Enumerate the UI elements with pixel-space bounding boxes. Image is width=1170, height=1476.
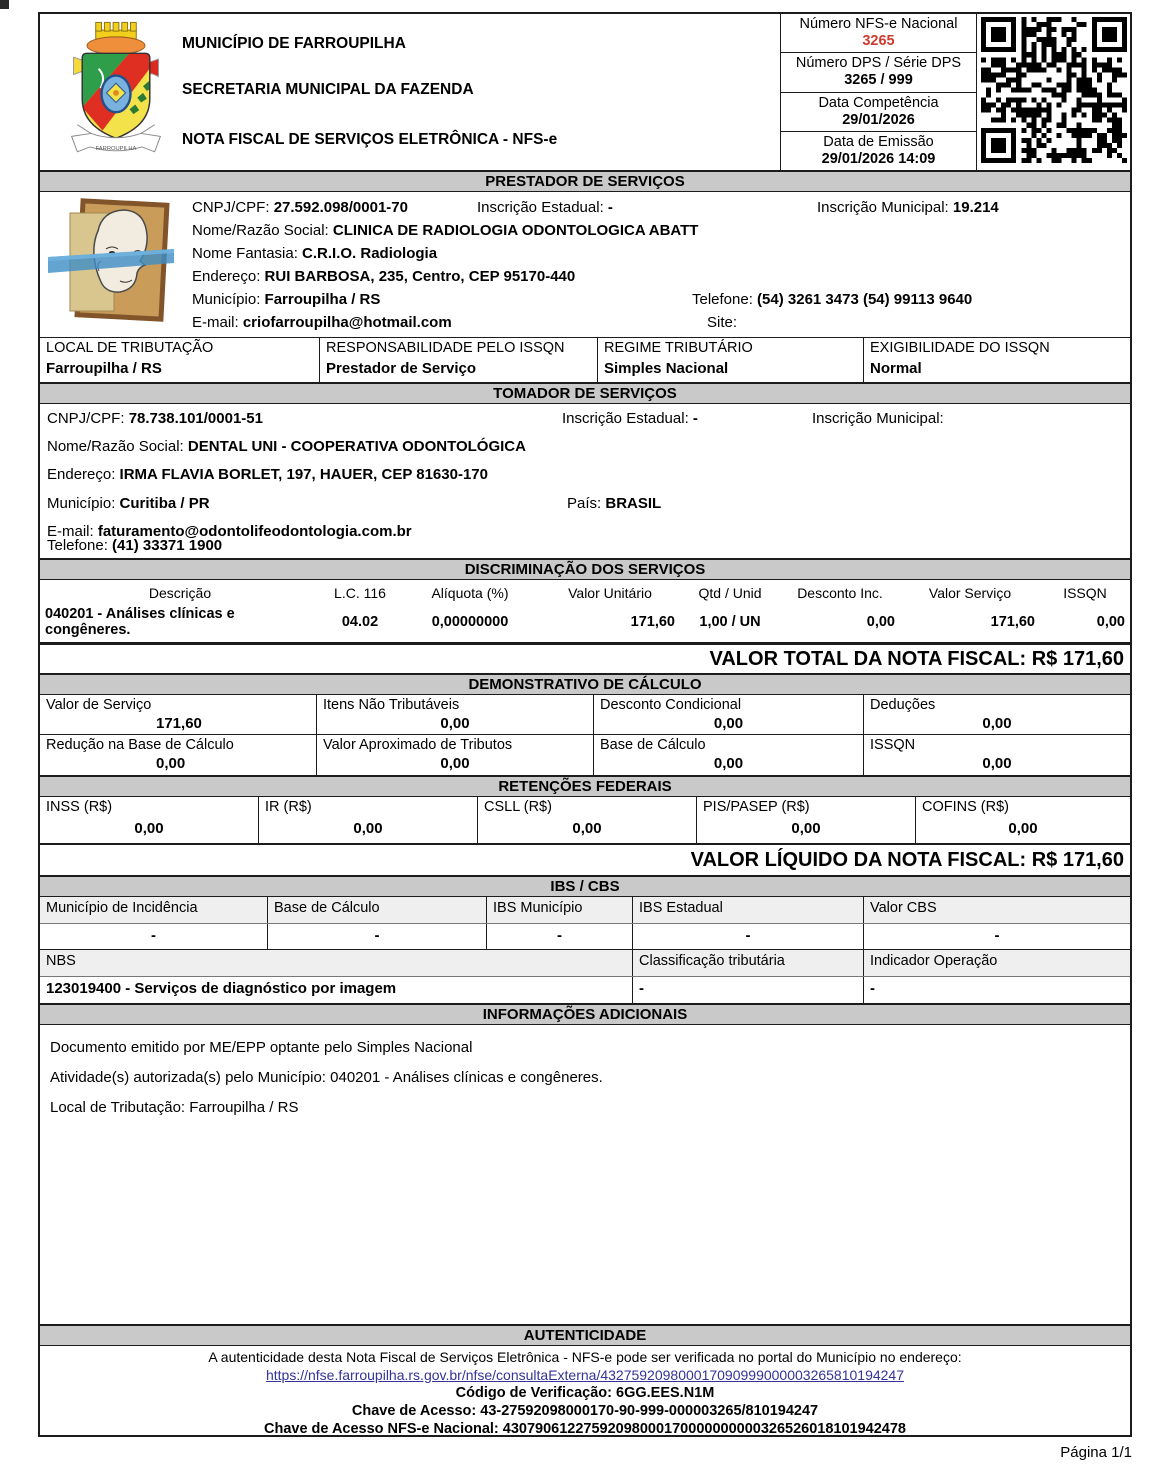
nbs-header-row bbox=[40, 949, 1130, 976]
valor-cbs-header: Valor CBS bbox=[870, 900, 937, 916]
tomador-section-bar: TOMADOR DE SERVIÇOS bbox=[40, 382, 1130, 404]
ibs-value-row bbox=[40, 923, 1130, 949]
retencoes-section-bar: RETENÇÕES FEDERAIS bbox=[40, 775, 1130, 797]
prestador-body bbox=[40, 192, 1130, 337]
col-desconto: Desconto Inc. bbox=[797, 585, 883, 601]
tomador-telefone: Telefone: (41) 33371 1900 bbox=[47, 536, 223, 554]
servico-valor-servico: 171,60 bbox=[990, 614, 1035, 630]
prestador-im: Inscrição Municipal: 19.214 bbox=[817, 199, 999, 216]
tomador-ie: Inscrição Estadual: - bbox=[562, 410, 698, 427]
competencia-field bbox=[781, 93, 976, 132]
servicos-table-header bbox=[40, 580, 1130, 604]
prestador-site: Site: bbox=[707, 314, 738, 331]
demonstrativo-section-bar: DEMONSTRATIVO DE CÁLCULO bbox=[40, 673, 1130, 695]
base-calculo-cell: Base de Cálculo 0,00 bbox=[594, 735, 864, 775]
servico-lc116: 04.02 bbox=[341, 614, 379, 630]
document-header bbox=[40, 14, 1130, 170]
servico-descricao: 040201 - Análises clínicas e congêneres. bbox=[45, 606, 235, 638]
verification-url-link[interactable]: https://nfse.farroupilha.rs.gov.br/nfse/consultaExterna/432759209800017090999000003265810194247 bbox=[265, 1367, 905, 1383]
servico-table-row bbox=[40, 604, 1130, 645]
ibs-estadual-header: IBS Estadual bbox=[633, 897, 864, 923]
emissao-field bbox=[781, 132, 976, 170]
secretariat-title: SECRETARIA MUNICIPAL DA FAZENDA bbox=[182, 81, 474, 98]
prestador-razao: Nome/Razão Social: CLINICA DE RADIOLOGIA ODONTOLOGICA ABATT bbox=[192, 222, 699, 239]
desconto-condicional-cell: Desconto Condicional 0,00 bbox=[594, 695, 864, 734]
competencia-label: Data Competência bbox=[818, 94, 939, 111]
col-valor-servico: Valor Serviço bbox=[928, 585, 1012, 601]
dps-number-value: 3265 / 999 bbox=[844, 72, 913, 89]
tomador-pais: País: BRASIL bbox=[567, 494, 662, 512]
regime-tributario-cell: REGIME TRIBUTÁRIO Simples Nacional bbox=[598, 338, 864, 382]
servico-aliquota: 0,00000000 bbox=[431, 614, 509, 630]
prestador-line-municipio bbox=[192, 291, 1122, 308]
demonstrativo-row-1 bbox=[40, 695, 1130, 735]
col-lc116: L.C. 116 bbox=[334, 585, 386, 601]
nfse-document bbox=[38, 12, 1132, 1437]
emissao-label: Data de Emissão bbox=[823, 133, 934, 150]
chave-acesso: Chave de Acesso: 43-27592098000170-90-999-000003265/810194247 bbox=[351, 1403, 819, 1419]
valor-servico-cell: Valor de Serviço 171,60 bbox=[40, 695, 317, 734]
servico-issqn: 0,00 bbox=[1096, 614, 1125, 630]
tomador-municipio: Município: Curitiba / PR bbox=[47, 494, 210, 512]
prestador-endereco: Endereço: RUI BARBOSA, 235, Centro, CEP 95170-440 bbox=[192, 268, 576, 285]
col-aliquota: Alíquota (%) bbox=[431, 585, 509, 601]
col-valor-unitario: Valor Unitário bbox=[568, 585, 652, 601]
demonstrativo-row-2 bbox=[40, 735, 1130, 775]
nfse-number-value: 3265 bbox=[862, 33, 895, 50]
valor-aproximado-tributos-cell: Valor Aproximado de Tributos 0,00 bbox=[317, 735, 594, 775]
ibs-header-row bbox=[40, 897, 1130, 923]
tomador-body bbox=[40, 404, 1130, 558]
prestador-email: E-mail: criofarroupilha@hotmail.com bbox=[192, 314, 452, 331]
servico-qtd-unid: 1,00 / UN bbox=[699, 614, 761, 630]
radiology-head-logo-icon bbox=[46, 197, 178, 333]
prestador-ie: Inscrição Estadual: - bbox=[477, 199, 613, 216]
prestador-line-ids bbox=[192, 199, 1122, 216]
chave-acesso-nacional: Chave de Acesso NFS-e Nacional: 43079061227592098000170000000000326526018101942478 bbox=[263, 1421, 906, 1437]
tomador-endereco: Endereço: IRMA FLAVIA BORLET, 197, HAUER, CEP 81630-170 bbox=[47, 466, 488, 484]
nfse-number-field bbox=[781, 14, 976, 53]
nbs-value: 123019400 - Serviços de diagnóstico por imagem bbox=[40, 977, 633, 1003]
dps-number-field bbox=[781, 53, 976, 92]
csll-cell: CSLL (R$) 0,00 bbox=[478, 797, 697, 843]
itens-nao-tributaveis-cell: Itens Não Tributáveis 0,00 bbox=[317, 695, 594, 734]
local-tributacao-cell: LOCAL DE TRIBUTAÇÃO Farroupilha / RS bbox=[40, 338, 320, 382]
autenticidade-intro: A autenticidade desta Nota Fiscal de Serviços Eletrônica - NFS-e pode ser verificada no portal do Município no endereço: bbox=[208, 1349, 962, 1365]
prestador-cnpj: CNPJ/CPF: 27.592.098/0001-70 bbox=[192, 199, 408, 216]
prestador-fantasia: Nome Fantasia: C.R.I.O. Radiologia bbox=[192, 245, 438, 262]
col-issqn: ISSQN bbox=[1063, 585, 1107, 601]
autenticidade-body bbox=[40, 1346, 1130, 1435]
servico-desconto: 0,00 bbox=[866, 614, 895, 630]
col-qtd-unid: Qtd / Unid bbox=[698, 585, 762, 601]
reducao-base-cell: Redução na Base de Cálculo 0,00 bbox=[40, 735, 317, 775]
valor-cbs-value: - bbox=[994, 927, 1000, 944]
indicador-operacao-header: Indicador Operação bbox=[870, 953, 998, 969]
prestador-telefone: Telefone: (54) 3261 3473 (54) 99113 9640 bbox=[692, 291, 973, 308]
prestador-municipio: Município: Farroupilha / RS bbox=[192, 291, 381, 308]
classificacao-tributaria-value: - bbox=[633, 977, 864, 1003]
document-title: NOTA FISCAL DE SERVIÇOS ELETRÔNICA - NFS-e bbox=[182, 131, 558, 148]
issqn-cell: ISSQN 0,00 bbox=[870, 737, 1012, 772]
info-line-local: Local de Tributação: Farroupilha / RS bbox=[50, 1099, 299, 1116]
prestador-section-bar: PRESTADOR DE SERVIÇOS bbox=[40, 170, 1130, 192]
base-calculo-value: - bbox=[268, 924, 487, 949]
nfse-number-label: Número NFS-e Nacional bbox=[799, 16, 958, 33]
cofins-cell: COFINS (R$) 0,00 bbox=[922, 799, 1038, 837]
responsabilidade-issqn-cell: RESPONSABILIDADE PELO ISSQN Prestador de Serviço bbox=[320, 338, 598, 382]
autenticidade-section-bar: AUTENTICIDADE bbox=[40, 1324, 1130, 1346]
codigo-verificacao: Código de Verificação: 6GG.EES.N1M bbox=[455, 1385, 715, 1401]
qr-code-icon bbox=[981, 17, 1127, 168]
municipio-incidencia-value: - bbox=[40, 924, 268, 949]
servicos-section-bar: DISCRIMINAÇÃO DOS SERVIÇOS bbox=[40, 558, 1130, 580]
tomador-razao: Nome/Razão Social: DENTAL UNI - COOPERATIVA ODONTOLÓGICA bbox=[47, 438, 526, 456]
info-adicionais-body bbox=[40, 1025, 1130, 1324]
farroupilha-coat-of-arms-icon bbox=[60, 17, 172, 168]
ibs-cbs-section-bar: IBS / CBS bbox=[40, 875, 1130, 897]
tomador-line-ids bbox=[47, 410, 1122, 427]
pis-pasep-cell: PIS/PASEP (R$) 0,00 bbox=[697, 797, 916, 843]
municipality-title: MUNICÍPIO DE FARROUPILHA bbox=[182, 35, 406, 52]
tomador-im: Inscrição Municipal: bbox=[812, 410, 944, 427]
svg-text:FARROUPILHA: FARROUPILHA bbox=[95, 145, 137, 152]
municipio-incidencia-header: Município de Incidência bbox=[40, 897, 268, 923]
header-identity bbox=[40, 14, 780, 170]
base-calculo-header: Base de Cálculo bbox=[268, 897, 487, 923]
page-indicator: Página 1/1 bbox=[1060, 1444, 1132, 1461]
ibs-municipio-value: - bbox=[487, 924, 633, 949]
servico-valor-unitario: 171,60 bbox=[630, 614, 675, 630]
inss-cell: INSS (R$) 0,00 bbox=[40, 797, 259, 843]
exigibilidade-issqn-cell: EXIGIBILIDADE DO ISSQN Normal bbox=[870, 340, 1050, 377]
scan-artifact bbox=[0, 0, 9, 9]
dps-number-label: Número DPS / Série DPS bbox=[795, 55, 962, 72]
qr-cell bbox=[976, 14, 1130, 170]
nbs-value-row bbox=[40, 976, 1130, 1003]
ir-cell: IR (R$) 0,00 bbox=[259, 797, 478, 843]
tomador-line-municipio bbox=[47, 495, 1122, 512]
deducoes-cell: Deduções 0,00 bbox=[870, 697, 1012, 732]
valor-total-nota: VALOR TOTAL DA NOTA FISCAL: R$ 171,60 bbox=[709, 648, 1124, 670]
prestador-fields bbox=[178, 197, 1122, 333]
classificacao-tributaria-header: Classificação tributária bbox=[633, 950, 864, 976]
header-number-panel bbox=[780, 14, 976, 170]
ibs-estadual-value: - bbox=[633, 924, 864, 949]
info-adicionais-section-bar: INFORMAÇÕES ADICIONAIS bbox=[40, 1003, 1130, 1025]
prestador-line-email bbox=[192, 314, 1122, 331]
header-titles bbox=[182, 35, 557, 149]
competencia-value: 29/01/2026 bbox=[842, 111, 915, 128]
tributacao-row bbox=[40, 337, 1130, 382]
retencoes-row bbox=[40, 797, 1130, 843]
valor-liquido-nota: VALOR LÍQUIDO DA NOTA FISCAL: R$ 171,60 bbox=[40, 843, 1130, 875]
emissao-value: 29/01/2026 14:09 bbox=[821, 150, 936, 167]
info-line-simples: Documento emitido por ME/EPP optante pelo Simples Nacional bbox=[50, 1039, 473, 1056]
tomador-email: E-mail: faturamento@odontolifeodontologia.com.br bbox=[47, 522, 412, 540]
info-line-atividades: Atividade(s) autorizada(s) pelo Município: 040201 - Análises clínicas e congêneres. bbox=[50, 1069, 603, 1086]
col-descricao: Descrição bbox=[148, 585, 212, 601]
tomador-cnpj: CNPJ/CPF: 78.738.101/0001-51 bbox=[47, 410, 263, 427]
nbs-header: NBS bbox=[40, 950, 633, 976]
indicador-operacao-value: - bbox=[870, 980, 875, 997]
ibs-municipio-header: IBS Município bbox=[487, 897, 633, 923]
